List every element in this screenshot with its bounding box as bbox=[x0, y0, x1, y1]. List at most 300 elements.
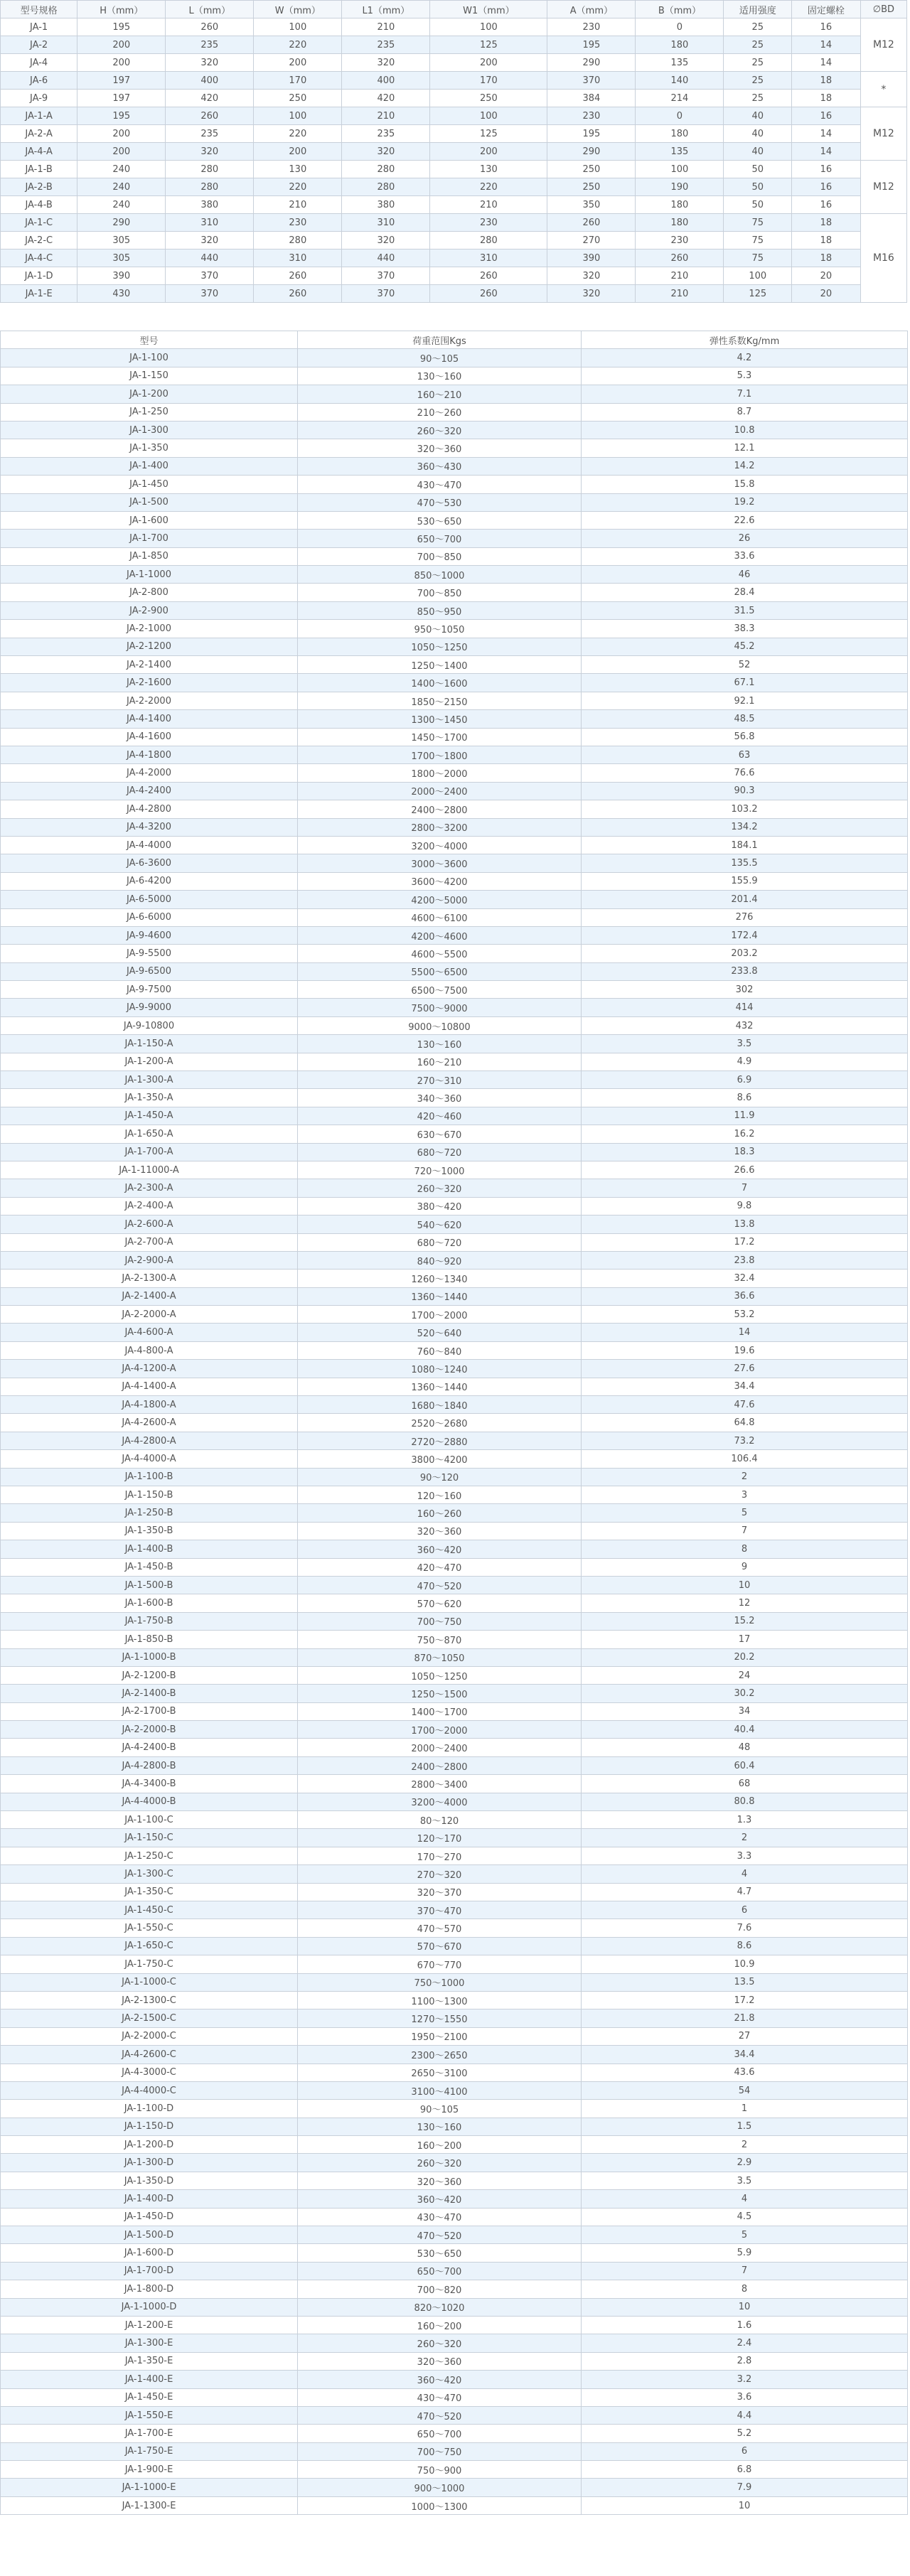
spring-rate-cell: 201.4 bbox=[582, 891, 908, 908]
spec-row bbox=[1, 18, 907, 36]
model-cell: JA-1-350 bbox=[1, 439, 298, 457]
load-row bbox=[1, 1341, 908, 1359]
load-range-cell: 420～470 bbox=[298, 1558, 582, 1576]
spec-value-cell: 305 bbox=[77, 232, 166, 249]
model-cell: JA-1-1300-E bbox=[1, 2496, 298, 2514]
spec-value-cell: 420 bbox=[166, 90, 254, 107]
load-row bbox=[1, 1829, 908, 1847]
spring-rate-cell: 13.8 bbox=[582, 1215, 908, 1233]
spring-rate-cell: 5 bbox=[582, 2226, 908, 2244]
spec-header-cell: ∅BD bbox=[860, 1, 906, 18]
load-header-cell: 型号 bbox=[1, 331, 298, 349]
spring-rate-cell: 12 bbox=[582, 1594, 908, 1612]
model-cell: JA-1-D bbox=[1, 267, 77, 285]
spring-rate-cell: 63 bbox=[582, 746, 908, 763]
load-row bbox=[1, 2081, 908, 2099]
load-table bbox=[0, 331, 908, 2515]
spring-rate-cell: 19.6 bbox=[582, 1341, 908, 1359]
spec-value-cell: 125 bbox=[430, 125, 547, 143]
load-range-cell: 1360～1440 bbox=[298, 1287, 582, 1305]
spring-rate-cell: 432 bbox=[582, 1016, 908, 1034]
spec-value-cell: 380 bbox=[166, 196, 254, 214]
spring-rate-cell: 7 bbox=[582, 2262, 908, 2280]
model-cell: JA-4-2400 bbox=[1, 782, 298, 800]
spec-value-cell: 135 bbox=[636, 143, 724, 161]
spec-value-cell: 280 bbox=[166, 161, 254, 178]
spec-value-cell: 25 bbox=[724, 54, 792, 72]
load-range-cell: 320～360 bbox=[298, 439, 582, 457]
model-cell: JA-1-250 bbox=[1, 403, 298, 421]
load-row bbox=[1, 1883, 908, 1901]
load-range-cell: 2520～2680 bbox=[298, 1414, 582, 1432]
load-range-cell: 3200～4000 bbox=[298, 1793, 582, 1810]
spec-value-cell: 100 bbox=[430, 18, 547, 36]
spring-rate-cell: 2 bbox=[582, 2136, 908, 2154]
load-row bbox=[1, 403, 908, 421]
spring-rate-cell: 3.6 bbox=[582, 2388, 908, 2406]
load-range-cell: 160～210 bbox=[298, 385, 582, 403]
load-row bbox=[1, 2244, 908, 2262]
load-row bbox=[1, 2064, 908, 2081]
load-row bbox=[1, 1270, 908, 1287]
model-cell: JA-4-2800 bbox=[1, 800, 298, 818]
spring-rate-cell: 4.4 bbox=[582, 2406, 908, 2424]
load-range-cell: 760～840 bbox=[298, 1341, 582, 1359]
model-cell: JA-1-350-E bbox=[1, 2352, 298, 2370]
load-range-cell: 2720～2880 bbox=[298, 1432, 582, 1449]
spec-value-cell: 125 bbox=[724, 285, 792, 303]
load-range-cell: 520～640 bbox=[298, 1324, 582, 1341]
spec-value-cell: 180 bbox=[636, 214, 724, 232]
model-cell: JA-1-400-E bbox=[1, 2371, 298, 2388]
load-row bbox=[1, 1287, 908, 1305]
load-row bbox=[1, 1937, 908, 1955]
bolt-size-cell: M12 bbox=[860, 18, 906, 72]
load-range-cell: 260～320 bbox=[298, 2154, 582, 2172]
spring-rate-cell: 80.8 bbox=[582, 1793, 908, 1810]
spring-rate-cell: 56.8 bbox=[582, 728, 908, 746]
bolt-size-cell: M16 bbox=[860, 214, 906, 303]
load-range-cell: 700～750 bbox=[298, 2442, 582, 2460]
spec-value-cell: 250 bbox=[547, 161, 636, 178]
spec-value-cell: 16 bbox=[792, 196, 861, 214]
load-row bbox=[1, 692, 908, 709]
load-row bbox=[1, 1631, 908, 1648]
load-range-cell: 1700～2000 bbox=[298, 1721, 582, 1739]
load-row bbox=[1, 601, 908, 619]
spring-rate-cell: 8 bbox=[582, 2280, 908, 2298]
model-cell: JA-2-1400-B bbox=[1, 1685, 298, 1702]
spring-rate-cell: 3.3 bbox=[582, 1847, 908, 1864]
spec-value-cell: 14 bbox=[792, 125, 861, 143]
model-cell: JA-1-850 bbox=[1, 547, 298, 565]
load-range-cell: 1950～2100 bbox=[298, 2027, 582, 2045]
spring-rate-cell: 8.7 bbox=[582, 403, 908, 421]
spring-rate-cell: 21.8 bbox=[582, 2009, 908, 2027]
spec-value-cell: 320 bbox=[547, 285, 636, 303]
load-row bbox=[1, 1847, 908, 1864]
load-row bbox=[1, 1901, 908, 1918]
spring-rate-cell: 24 bbox=[582, 1666, 908, 1684]
model-cell: JA-1-500-D bbox=[1, 2226, 298, 2244]
load-row bbox=[1, 656, 908, 674]
load-row bbox=[1, 981, 908, 999]
model-cell: JA-6-3600 bbox=[1, 854, 298, 872]
load-row bbox=[1, 1414, 908, 1432]
spring-rate-cell: 52 bbox=[582, 656, 908, 674]
spec-value-cell: 50 bbox=[724, 196, 792, 214]
model-cell: JA-1-450 bbox=[1, 476, 298, 493]
spec-value-cell: 100 bbox=[724, 267, 792, 285]
load-range-cell: 680～720 bbox=[298, 1143, 582, 1161]
spring-rate-cell: 30.2 bbox=[582, 1685, 908, 1702]
load-row bbox=[1, 421, 908, 439]
load-range-cell: 650～700 bbox=[298, 2425, 582, 2442]
load-range-cell: 380～420 bbox=[298, 1197, 582, 1215]
spec-value-cell: 75 bbox=[724, 214, 792, 232]
spring-rate-cell: 26.6 bbox=[582, 1161, 908, 1179]
spring-rate-cell: 9.8 bbox=[582, 1197, 908, 1215]
load-range-cell: 4600～6100 bbox=[298, 908, 582, 926]
load-range-cell: 130～160 bbox=[298, 367, 582, 385]
model-cell: JA-2-700-A bbox=[1, 1233, 298, 1251]
spring-rate-cell: 90.3 bbox=[582, 782, 908, 800]
load-range-cell: 90～105 bbox=[298, 2100, 582, 2118]
spring-rate-cell: 2 bbox=[582, 1829, 908, 1847]
spec-value-cell: 197 bbox=[77, 72, 166, 90]
spec-value-cell: 180 bbox=[636, 196, 724, 214]
model-cell: JA-1-400-D bbox=[1, 2190, 298, 2208]
model-cell: JA-1-1000-B bbox=[1, 1648, 298, 1666]
model-cell: JA-9-9000 bbox=[1, 999, 298, 1016]
spec-value-cell: 230 bbox=[547, 18, 636, 36]
load-row bbox=[1, 2100, 908, 2118]
model-cell: JA-2-1400 bbox=[1, 656, 298, 674]
model-cell: JA-1-600 bbox=[1, 511, 298, 529]
load-row bbox=[1, 1973, 908, 1991]
spec-value-cell: 260 bbox=[254, 267, 342, 285]
model-cell: JA-1-200-E bbox=[1, 2316, 298, 2334]
model-cell: JA-9-10800 bbox=[1, 1016, 298, 1034]
load-row bbox=[1, 962, 908, 980]
model-cell: JA-2-2000 bbox=[1, 692, 298, 709]
spec-header-cell: 适用强度 bbox=[724, 1, 792, 18]
model-cell: JA-4-A bbox=[1, 143, 77, 161]
spring-rate-cell: 10.8 bbox=[582, 421, 908, 439]
spec-value-cell: 220 bbox=[254, 178, 342, 196]
spec-value-cell: 390 bbox=[77, 267, 166, 285]
load-range-cell: 570～670 bbox=[298, 1937, 582, 1955]
load-range-cell: 430～470 bbox=[298, 2388, 582, 2406]
load-row bbox=[1, 1468, 908, 1486]
model-cell: JA-1-300-C bbox=[1, 1865, 298, 1883]
model-cell: JA-1-450-E bbox=[1, 2388, 298, 2406]
spec-row bbox=[1, 214, 907, 232]
model-cell: JA-1-250-B bbox=[1, 1504, 298, 1522]
load-row bbox=[1, 908, 908, 926]
model-cell: JA-4-2800-B bbox=[1, 1756, 298, 1774]
model-cell: JA-4-B bbox=[1, 196, 77, 214]
load-range-cell: 1680～1840 bbox=[298, 1396, 582, 1414]
spec-value-cell: 320 bbox=[166, 232, 254, 249]
load-row bbox=[1, 1053, 908, 1070]
load-row bbox=[1, 584, 908, 601]
spec-value-cell: 320 bbox=[166, 54, 254, 72]
model-cell: JA-6 bbox=[1, 72, 77, 90]
spec-header-cell: 型号规格 bbox=[1, 1, 77, 18]
model-cell: JA-1-200 bbox=[1, 385, 298, 403]
spec-value-cell: 20 bbox=[792, 285, 861, 303]
spring-rate-cell: 92.1 bbox=[582, 692, 908, 709]
load-row bbox=[1, 800, 908, 818]
spec-value-cell: 0 bbox=[636, 107, 724, 125]
spec-value-cell: 18 bbox=[792, 72, 861, 90]
spring-rate-cell: 3.2 bbox=[582, 2371, 908, 2388]
spec-value-cell: 250 bbox=[430, 90, 547, 107]
model-cell: JA-2-300-A bbox=[1, 1179, 298, 1197]
spec-header-row bbox=[1, 1, 907, 18]
load-row bbox=[1, 1522, 908, 1540]
spec-value-cell: 170 bbox=[430, 72, 547, 90]
spring-rate-cell: 73.2 bbox=[582, 1432, 908, 1449]
load-row bbox=[1, 1233, 908, 1251]
spec-row bbox=[1, 161, 907, 178]
spec-value-cell: 320 bbox=[342, 54, 430, 72]
spec-value-cell: 400 bbox=[166, 72, 254, 90]
spring-rate-cell: 172.4 bbox=[582, 926, 908, 944]
spec-value-cell: 75 bbox=[724, 249, 792, 267]
load-range-cell: 1050～1250 bbox=[298, 1666, 582, 1684]
spec-value-cell: 220 bbox=[254, 125, 342, 143]
model-cell: JA-1-100 bbox=[1, 349, 298, 367]
load-row bbox=[1, 1378, 908, 1395]
load-row bbox=[1, 1125, 908, 1143]
load-range-cell: 1360～1440 bbox=[298, 1378, 582, 1395]
spec-value-cell: 440 bbox=[166, 249, 254, 267]
spec-header-cell: W1（mm） bbox=[430, 1, 547, 18]
spec-value-cell: 18 bbox=[792, 90, 861, 107]
spec-value-cell: 250 bbox=[254, 90, 342, 107]
spring-rate-cell: 22.6 bbox=[582, 511, 908, 529]
spec-value-cell: 210 bbox=[342, 18, 430, 36]
load-range-cell: 670～770 bbox=[298, 1955, 582, 1973]
spec-row bbox=[1, 285, 907, 303]
model-cell: JA-1-B bbox=[1, 161, 77, 178]
load-range-cell: 210～260 bbox=[298, 403, 582, 421]
spring-rate-cell: 10 bbox=[582, 1576, 908, 1594]
load-range-cell: 700～750 bbox=[298, 1612, 582, 1630]
spring-rate-cell: 43.6 bbox=[582, 2064, 908, 2081]
load-row bbox=[1, 2009, 908, 2027]
model-cell: JA-4-1800-A bbox=[1, 1396, 298, 1414]
load-row bbox=[1, 2172, 908, 2189]
model-cell: JA-4-3400-B bbox=[1, 1775, 298, 1793]
load-range-cell: 270～310 bbox=[298, 1071, 582, 1089]
model-cell: JA-4-4000 bbox=[1, 836, 298, 854]
model-cell: JA-6-5000 bbox=[1, 891, 298, 908]
load-row bbox=[1, 2262, 908, 2280]
load-row bbox=[1, 854, 908, 872]
load-range-cell: 1270～1550 bbox=[298, 2009, 582, 2027]
load-row bbox=[1, 1306, 908, 1324]
spec-value-cell: 75 bbox=[724, 232, 792, 249]
spring-rate-cell: 17 bbox=[582, 1631, 908, 1648]
load-row bbox=[1, 728, 908, 746]
load-range-cell: 950～1050 bbox=[298, 620, 582, 638]
model-cell: JA-1-1000-E bbox=[1, 2479, 298, 2496]
spring-rate-cell: 8.6 bbox=[582, 1937, 908, 1955]
spec-value-cell: 350 bbox=[547, 196, 636, 214]
model-cell: JA-4-4000-B bbox=[1, 1793, 298, 1810]
model-cell: JA-2-1300-C bbox=[1, 1991, 298, 2009]
spring-rate-cell: 15.8 bbox=[582, 476, 908, 493]
spring-rate-cell: 103.2 bbox=[582, 800, 908, 818]
load-row bbox=[1, 2298, 908, 2316]
load-range-cell: 1300～1450 bbox=[298, 710, 582, 728]
load-range-cell: 120～160 bbox=[298, 1486, 582, 1504]
spec-value-cell: 420 bbox=[342, 90, 430, 107]
spec-value-cell: 390 bbox=[547, 249, 636, 267]
load-range-cell: 530～650 bbox=[298, 511, 582, 529]
load-range-cell: 160～260 bbox=[298, 1504, 582, 1522]
spec-value-cell: 280 bbox=[342, 178, 430, 196]
spec-value-cell: 280 bbox=[430, 232, 547, 249]
spring-rate-cell: 68 bbox=[582, 1775, 908, 1793]
spec-value-cell: 14 bbox=[792, 143, 861, 161]
spec-row bbox=[1, 178, 907, 196]
model-cell: JA-1-350-C bbox=[1, 1883, 298, 1901]
spring-rate-cell: 6.9 bbox=[582, 1071, 908, 1089]
spring-rate-cell: 7.1 bbox=[582, 385, 908, 403]
load-row bbox=[1, 566, 908, 584]
model-cell: JA-2-400-A bbox=[1, 1197, 298, 1215]
spec-value-cell: 200 bbox=[254, 143, 342, 161]
load-range-cell: 360～420 bbox=[298, 1540, 582, 1558]
spec-table bbox=[0, 0, 907, 303]
load-row bbox=[1, 1324, 908, 1341]
spring-rate-cell: 7 bbox=[582, 1522, 908, 1540]
spring-rate-cell: 13.5 bbox=[582, 1973, 908, 1991]
load-row bbox=[1, 457, 908, 475]
model-cell: JA-1-700-E bbox=[1, 2425, 298, 2442]
load-range-cell: 340～360 bbox=[298, 1089, 582, 1107]
spec-value-cell: 240 bbox=[77, 161, 166, 178]
model-cell: JA-2-800 bbox=[1, 584, 298, 601]
load-row bbox=[1, 1612, 908, 1630]
model-cell: JA-1-700-D bbox=[1, 2262, 298, 2280]
spring-rate-cell: 14 bbox=[582, 1324, 908, 1341]
model-cell: JA-1-150-D bbox=[1, 2118, 298, 2135]
model-cell: JA-1-700-A bbox=[1, 1143, 298, 1161]
load-range-cell: 1000～1300 bbox=[298, 2496, 582, 2514]
model-cell: JA-2-900-A bbox=[1, 1251, 298, 1269]
load-row bbox=[1, 1179, 908, 1197]
load-row bbox=[1, 1432, 908, 1449]
spec-value-cell: 230 bbox=[254, 214, 342, 232]
load-range-cell: 1450～1700 bbox=[298, 728, 582, 746]
model-cell: JA-4-1200-A bbox=[1, 1360, 298, 1378]
spec-value-cell: 200 bbox=[430, 54, 547, 72]
spec-value-cell: 240 bbox=[77, 196, 166, 214]
load-range-cell: 360～420 bbox=[298, 2190, 582, 2208]
spec-value-cell: 280 bbox=[254, 232, 342, 249]
load-row bbox=[1, 1721, 908, 1739]
model-cell: JA-1-600-D bbox=[1, 2244, 298, 2262]
bolt-size-cell: M12 bbox=[860, 107, 906, 161]
model-cell: JA-4-1400 bbox=[1, 710, 298, 728]
spec-value-cell: 230 bbox=[636, 232, 724, 249]
load-range-cell: 2800～3400 bbox=[298, 1775, 582, 1793]
spring-rate-cell: 134.2 bbox=[582, 818, 908, 836]
load-range-cell: 120～170 bbox=[298, 1829, 582, 1847]
spec-value-cell: 235 bbox=[166, 125, 254, 143]
spring-rate-cell: 7.6 bbox=[582, 1919, 908, 1937]
spec-row bbox=[1, 36, 907, 54]
spring-rate-cell: 47.6 bbox=[582, 1396, 908, 1414]
load-range-cell: 90～105 bbox=[298, 349, 582, 367]
model-cell: JA-4-2800-A bbox=[1, 1432, 298, 1449]
spring-rate-cell: 18.3 bbox=[582, 1143, 908, 1161]
load-range-cell: 540～620 bbox=[298, 1215, 582, 1233]
load-row bbox=[1, 385, 908, 403]
spec-value-cell: 260 bbox=[430, 285, 547, 303]
spec-value-cell: 200 bbox=[430, 143, 547, 161]
model-cell: JA-2-A bbox=[1, 125, 77, 143]
model-cell: JA-1-1000-D bbox=[1, 2298, 298, 2316]
load-row bbox=[1, 999, 908, 1016]
model-cell: JA-1-650-C bbox=[1, 1937, 298, 1955]
model-cell: JA-1-500-B bbox=[1, 1576, 298, 1594]
load-range-cell: 900～1000 bbox=[298, 2479, 582, 2496]
spec-value-cell: 25 bbox=[724, 36, 792, 54]
model-cell: JA-2-900 bbox=[1, 601, 298, 619]
load-range-cell: 870～1050 bbox=[298, 1648, 582, 1666]
spec-header-cell: H（mm） bbox=[77, 1, 166, 18]
spec-value-cell: 230 bbox=[547, 107, 636, 125]
load-range-cell: 130～160 bbox=[298, 1035, 582, 1053]
spec-value-cell: 310 bbox=[430, 249, 547, 267]
load-row bbox=[1, 818, 908, 836]
model-cell: JA-1-650-A bbox=[1, 1125, 298, 1143]
model-cell: JA-2-1200-B bbox=[1, 1666, 298, 1684]
spring-rate-cell: 60.4 bbox=[582, 1756, 908, 1774]
model-cell: JA-1-100-D bbox=[1, 2100, 298, 2118]
load-range-cell: 3200～4000 bbox=[298, 836, 582, 854]
model-cell: JA-4-1600 bbox=[1, 728, 298, 746]
model-cell: JA-4-2000 bbox=[1, 764, 298, 782]
spec-value-cell: 200 bbox=[77, 125, 166, 143]
model-cell: JA-1-450-B bbox=[1, 1558, 298, 1576]
load-row bbox=[1, 2496, 908, 2514]
load-range-cell: 1100～1300 bbox=[298, 1991, 582, 2009]
load-row bbox=[1, 2352, 908, 2370]
spring-rate-cell: 4.9 bbox=[582, 1053, 908, 1070]
spec-value-cell: 210 bbox=[430, 196, 547, 214]
load-row bbox=[1, 1143, 908, 1161]
spring-rate-cell: 10 bbox=[582, 2496, 908, 2514]
load-range-cell: 320～360 bbox=[298, 1522, 582, 1540]
model-cell: JA-1-250-C bbox=[1, 1847, 298, 1864]
load-range-cell: 720～1000 bbox=[298, 1161, 582, 1179]
spec-value-cell: 16 bbox=[792, 161, 861, 178]
spring-rate-cell: 36.6 bbox=[582, 1287, 908, 1305]
load-row bbox=[1, 1702, 908, 1720]
spring-rate-cell: 203.2 bbox=[582, 945, 908, 962]
spring-rate-cell: 106.4 bbox=[582, 1450, 908, 1468]
load-range-cell: 270～320 bbox=[298, 1865, 582, 1883]
model-cell: JA-1-A bbox=[1, 107, 77, 125]
load-row bbox=[1, 1504, 908, 1522]
